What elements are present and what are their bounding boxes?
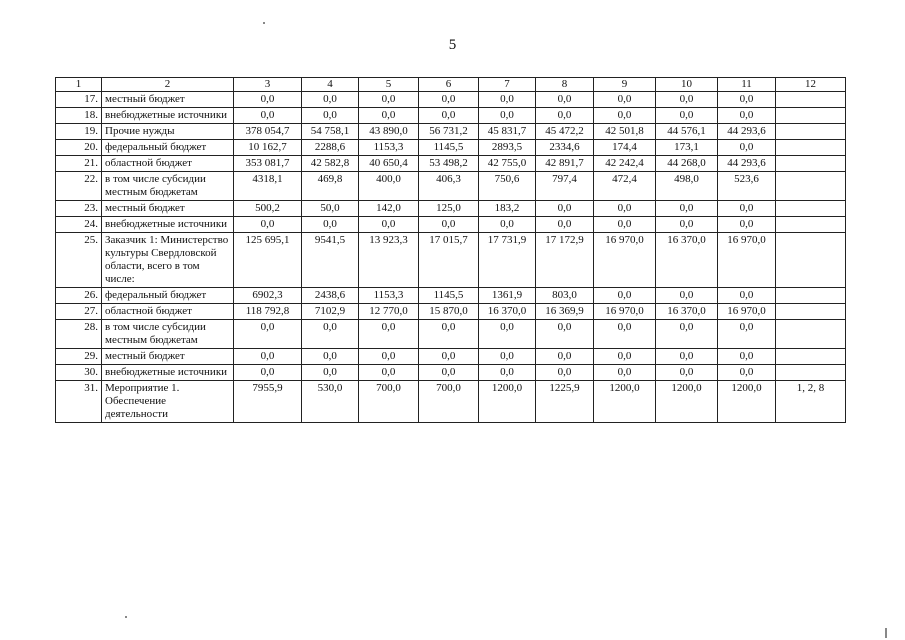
scan-mark: [885, 628, 887, 638]
budget-table: [55, 77, 846, 423]
value-cell: 0,0: [359, 217, 419, 233]
value-cell: 0,0: [594, 108, 656, 124]
value-cell: 45 472,2: [536, 124, 594, 140]
value-cell: 0,0: [419, 108, 479, 124]
value-cell: 0,0: [234, 320, 302, 349]
column-header: 4: [302, 78, 359, 92]
value-cell: 0,0: [594, 92, 656, 108]
value-cell: 0,0: [419, 217, 479, 233]
row-number: 17.: [56, 92, 102, 108]
value-cell: 0,0: [656, 217, 718, 233]
value-cell: 42 755,0: [479, 156, 536, 172]
value-cell: 174,4: [594, 140, 656, 156]
value-cell: 15 870,0: [419, 304, 479, 320]
value-cell: 42 501,8: [594, 124, 656, 140]
table-row: [56, 349, 846, 365]
value-cell: 0,0: [656, 349, 718, 365]
column-header: 3: [234, 78, 302, 92]
value-cell: 353 081,7: [234, 156, 302, 172]
value-cell: 1200,0: [718, 381, 776, 423]
target-indicator-cell: [776, 233, 846, 288]
value-cell: 44 293,6: [718, 124, 776, 140]
row-label: внебюджетные источники: [102, 217, 234, 233]
target-indicator-cell: [776, 288, 846, 304]
page-number: 5: [448, 37, 457, 53]
value-cell: 118 792,8: [234, 304, 302, 320]
value-cell: 42 891,7: [536, 156, 594, 172]
value-cell: 1200,0: [656, 381, 718, 423]
value-cell: 2893,5: [479, 140, 536, 156]
value-cell: 0,0: [718, 201, 776, 217]
value-cell: 0,0: [479, 320, 536, 349]
header-row: [56, 78, 846, 92]
row-label: Мероприятие 1. Обеспечение деятельности: [102, 381, 234, 423]
table-row: [56, 156, 846, 172]
row-label: федеральный бюджет: [102, 288, 234, 304]
row-number: 29.: [56, 349, 102, 365]
table-row: [56, 217, 846, 233]
value-cell: 750,6: [479, 172, 536, 201]
value-cell: 523,6: [718, 172, 776, 201]
value-cell: 16 970,0: [718, 233, 776, 288]
row-number: 30.: [56, 365, 102, 381]
value-cell: 44 293,6: [718, 156, 776, 172]
value-cell: 0,0: [656, 320, 718, 349]
value-cell: 16 970,0: [594, 304, 656, 320]
row-number: 27.: [56, 304, 102, 320]
value-cell: 0,0: [234, 365, 302, 381]
value-cell: 0,0: [536, 201, 594, 217]
value-cell: 0,0: [718, 140, 776, 156]
value-cell: 0,0: [302, 349, 359, 365]
value-cell: 7102,9: [302, 304, 359, 320]
value-cell: 0,0: [234, 92, 302, 108]
column-header: 9: [594, 78, 656, 92]
value-cell: 1200,0: [479, 381, 536, 423]
value-cell: 0,0: [718, 320, 776, 349]
row-label: местный бюджет: [102, 349, 234, 365]
value-cell: 0,0: [594, 288, 656, 304]
value-cell: 16 370,0: [656, 304, 718, 320]
value-cell: 0,0: [302, 365, 359, 381]
value-cell: 0,0: [479, 217, 536, 233]
value-cell: 12 770,0: [359, 304, 419, 320]
row-label: внебюджетные источники: [102, 108, 234, 124]
value-cell: 1153,3: [359, 288, 419, 304]
value-cell: 42 242,4: [594, 156, 656, 172]
value-cell: 1200,0: [594, 381, 656, 423]
value-cell: 17 015,7: [419, 233, 479, 288]
value-cell: 0,0: [536, 365, 594, 381]
target-indicator-cell: [776, 320, 846, 349]
value-cell: 400,0: [359, 172, 419, 201]
value-cell: 0,0: [718, 108, 776, 124]
value-cell: 0,0: [419, 349, 479, 365]
value-cell: 42 582,8: [302, 156, 359, 172]
row-label: внебюджетные источники: [102, 365, 234, 381]
value-cell: 45 831,7: [479, 124, 536, 140]
table-row: [56, 172, 846, 201]
value-cell: 2288,6: [302, 140, 359, 156]
value-cell: 0,0: [359, 365, 419, 381]
value-cell: 125 695,1: [234, 233, 302, 288]
column-header: 1: [56, 78, 102, 92]
value-cell: 0,0: [302, 320, 359, 349]
value-cell: 0,0: [718, 217, 776, 233]
column-header: 10: [656, 78, 718, 92]
row-number: 26.: [56, 288, 102, 304]
target-indicator-cell: [776, 92, 846, 108]
row-label: федеральный бюджет: [102, 140, 234, 156]
value-cell: 803,0: [536, 288, 594, 304]
target-indicator-cell: [776, 124, 846, 140]
column-header: 11: [718, 78, 776, 92]
value-cell: 0,0: [479, 108, 536, 124]
value-cell: 0,0: [536, 92, 594, 108]
row-number: 22.: [56, 172, 102, 201]
table-row: [56, 365, 846, 381]
value-cell: 1145,5: [419, 288, 479, 304]
table-row: [56, 381, 846, 423]
value-cell: 530,0: [302, 381, 359, 423]
target-indicator-cell: [776, 217, 846, 233]
value-cell: 0,0: [302, 108, 359, 124]
value-cell: 469,8: [302, 172, 359, 201]
column-header: 6: [419, 78, 479, 92]
value-cell: 700,0: [359, 381, 419, 423]
value-cell: 50,0: [302, 201, 359, 217]
value-cell: 0,0: [594, 365, 656, 381]
row-label: в том числе субсидии местным бюджетам: [102, 172, 234, 201]
value-cell: 13 923,3: [359, 233, 419, 288]
table-row: [56, 124, 846, 140]
value-cell: 472,4: [594, 172, 656, 201]
value-cell: 40 650,4: [359, 156, 419, 172]
value-cell: 10 162,7: [234, 140, 302, 156]
value-cell: 0,0: [419, 365, 479, 381]
value-cell: 0,0: [536, 217, 594, 233]
value-cell: 16 370,0: [479, 304, 536, 320]
value-cell: 0,0: [234, 217, 302, 233]
value-cell: 0,0: [359, 108, 419, 124]
table-row: [56, 320, 846, 349]
value-cell: 0,0: [359, 349, 419, 365]
table-row: [56, 288, 846, 304]
target-indicator-cell: [776, 201, 846, 217]
value-cell: 2438,6: [302, 288, 359, 304]
target-indicator-cell: [776, 172, 846, 201]
row-number: 20.: [56, 140, 102, 156]
value-cell: 0,0: [594, 201, 656, 217]
value-cell: 142,0: [359, 201, 419, 217]
target-indicator-cell: [776, 304, 846, 320]
value-cell: 16 369,9: [536, 304, 594, 320]
value-cell: 700,0: [419, 381, 479, 423]
row-number: 28.: [56, 320, 102, 349]
value-cell: 378 054,7: [234, 124, 302, 140]
value-cell: 16 970,0: [594, 233, 656, 288]
value-cell: 1225,9: [536, 381, 594, 423]
table-row: [56, 201, 846, 217]
value-cell: 0,0: [718, 288, 776, 304]
column-header: 8: [536, 78, 594, 92]
row-number: 24.: [56, 217, 102, 233]
value-cell: 0,0: [302, 92, 359, 108]
column-header: 7: [479, 78, 536, 92]
value-cell: 0,0: [594, 320, 656, 349]
value-cell: 43 890,0: [359, 124, 419, 140]
column-header: 5: [359, 78, 419, 92]
value-cell: 1153,3: [359, 140, 419, 156]
row-label: в том числе субсидии местным бюджетам: [102, 320, 234, 349]
value-cell: 56 731,2: [419, 124, 479, 140]
value-cell: 1145,5: [419, 140, 479, 156]
target-indicator-cell: [776, 140, 846, 156]
column-header: 12: [776, 78, 846, 92]
value-cell: 0,0: [419, 320, 479, 349]
value-cell: 498,0: [656, 172, 718, 201]
value-cell: 44 268,0: [656, 156, 718, 172]
value-cell: 2334,6: [536, 140, 594, 156]
value-cell: 500,2: [234, 201, 302, 217]
value-cell: 7955,9: [234, 381, 302, 423]
value-cell: 0,0: [234, 108, 302, 124]
value-cell: 1361,9: [479, 288, 536, 304]
row-label: Заказчик 1: Министерство культуры Свердловской области, всего в том числе:: [102, 233, 234, 288]
value-cell: 17 731,9: [479, 233, 536, 288]
value-cell: 4318,1: [234, 172, 302, 201]
row-label: Прочие нужды: [102, 124, 234, 140]
value-cell: 0,0: [594, 217, 656, 233]
value-cell: 0,0: [479, 92, 536, 108]
value-cell: 0,0: [302, 217, 359, 233]
value-cell: 183,2: [479, 201, 536, 217]
value-cell: 0,0: [656, 108, 718, 124]
table-row: [56, 233, 846, 288]
value-cell: 16 970,0: [718, 304, 776, 320]
target-indicator-cell: [776, 108, 846, 124]
value-cell: 0,0: [594, 349, 656, 365]
value-cell: 0,0: [479, 349, 536, 365]
scan-speck: [125, 616, 127, 618]
row-number: 19.: [56, 124, 102, 140]
value-cell: 0,0: [656, 92, 718, 108]
value-cell: 0,0: [536, 349, 594, 365]
table-row: [56, 108, 846, 124]
value-cell: 0,0: [419, 92, 479, 108]
row-label: областной бюджет: [102, 304, 234, 320]
value-cell: 53 498,2: [419, 156, 479, 172]
value-cell: 0,0: [359, 92, 419, 108]
value-cell: 125,0: [419, 201, 479, 217]
value-cell: 44 576,1: [656, 124, 718, 140]
row-label: местный бюджет: [102, 92, 234, 108]
value-cell: 6902,3: [234, 288, 302, 304]
value-cell: 173,1: [656, 140, 718, 156]
value-cell: 0,0: [718, 365, 776, 381]
row-label: областной бюджет: [102, 156, 234, 172]
value-cell: 54 758,1: [302, 124, 359, 140]
value-cell: 797,4: [536, 172, 594, 201]
target-indicator-cell: [776, 349, 846, 365]
column-header: 2: [102, 78, 234, 92]
table-row: [56, 140, 846, 156]
target-indicator-cell: [776, 365, 846, 381]
row-number: 21.: [56, 156, 102, 172]
table-row: [56, 92, 846, 108]
row-number: 23.: [56, 201, 102, 217]
value-cell: 17 172,9: [536, 233, 594, 288]
value-cell: 0,0: [536, 108, 594, 124]
target-indicator-cell: [776, 156, 846, 172]
value-cell: 0,0: [718, 349, 776, 365]
value-cell: 16 370,0: [656, 233, 718, 288]
target-indicator-cell: 1, 2, 8: [776, 381, 846, 423]
table-row: [56, 304, 846, 320]
row-number: 31.: [56, 381, 102, 423]
value-cell: 0,0: [718, 92, 776, 108]
value-cell: 0,0: [359, 320, 419, 349]
scan-speck: [263, 22, 265, 24]
value-cell: 406,3: [419, 172, 479, 201]
value-cell: 0,0: [479, 365, 536, 381]
value-cell: 0,0: [536, 320, 594, 349]
value-cell: 0,0: [234, 349, 302, 365]
table-body: [56, 92, 846, 423]
row-number: 18.: [56, 108, 102, 124]
value-cell: 0,0: [656, 365, 718, 381]
value-cell: 9541,5: [302, 233, 359, 288]
row-label: местный бюджет: [102, 201, 234, 217]
value-cell: 0,0: [656, 201, 718, 217]
row-number: 25.: [56, 233, 102, 288]
value-cell: 0,0: [656, 288, 718, 304]
